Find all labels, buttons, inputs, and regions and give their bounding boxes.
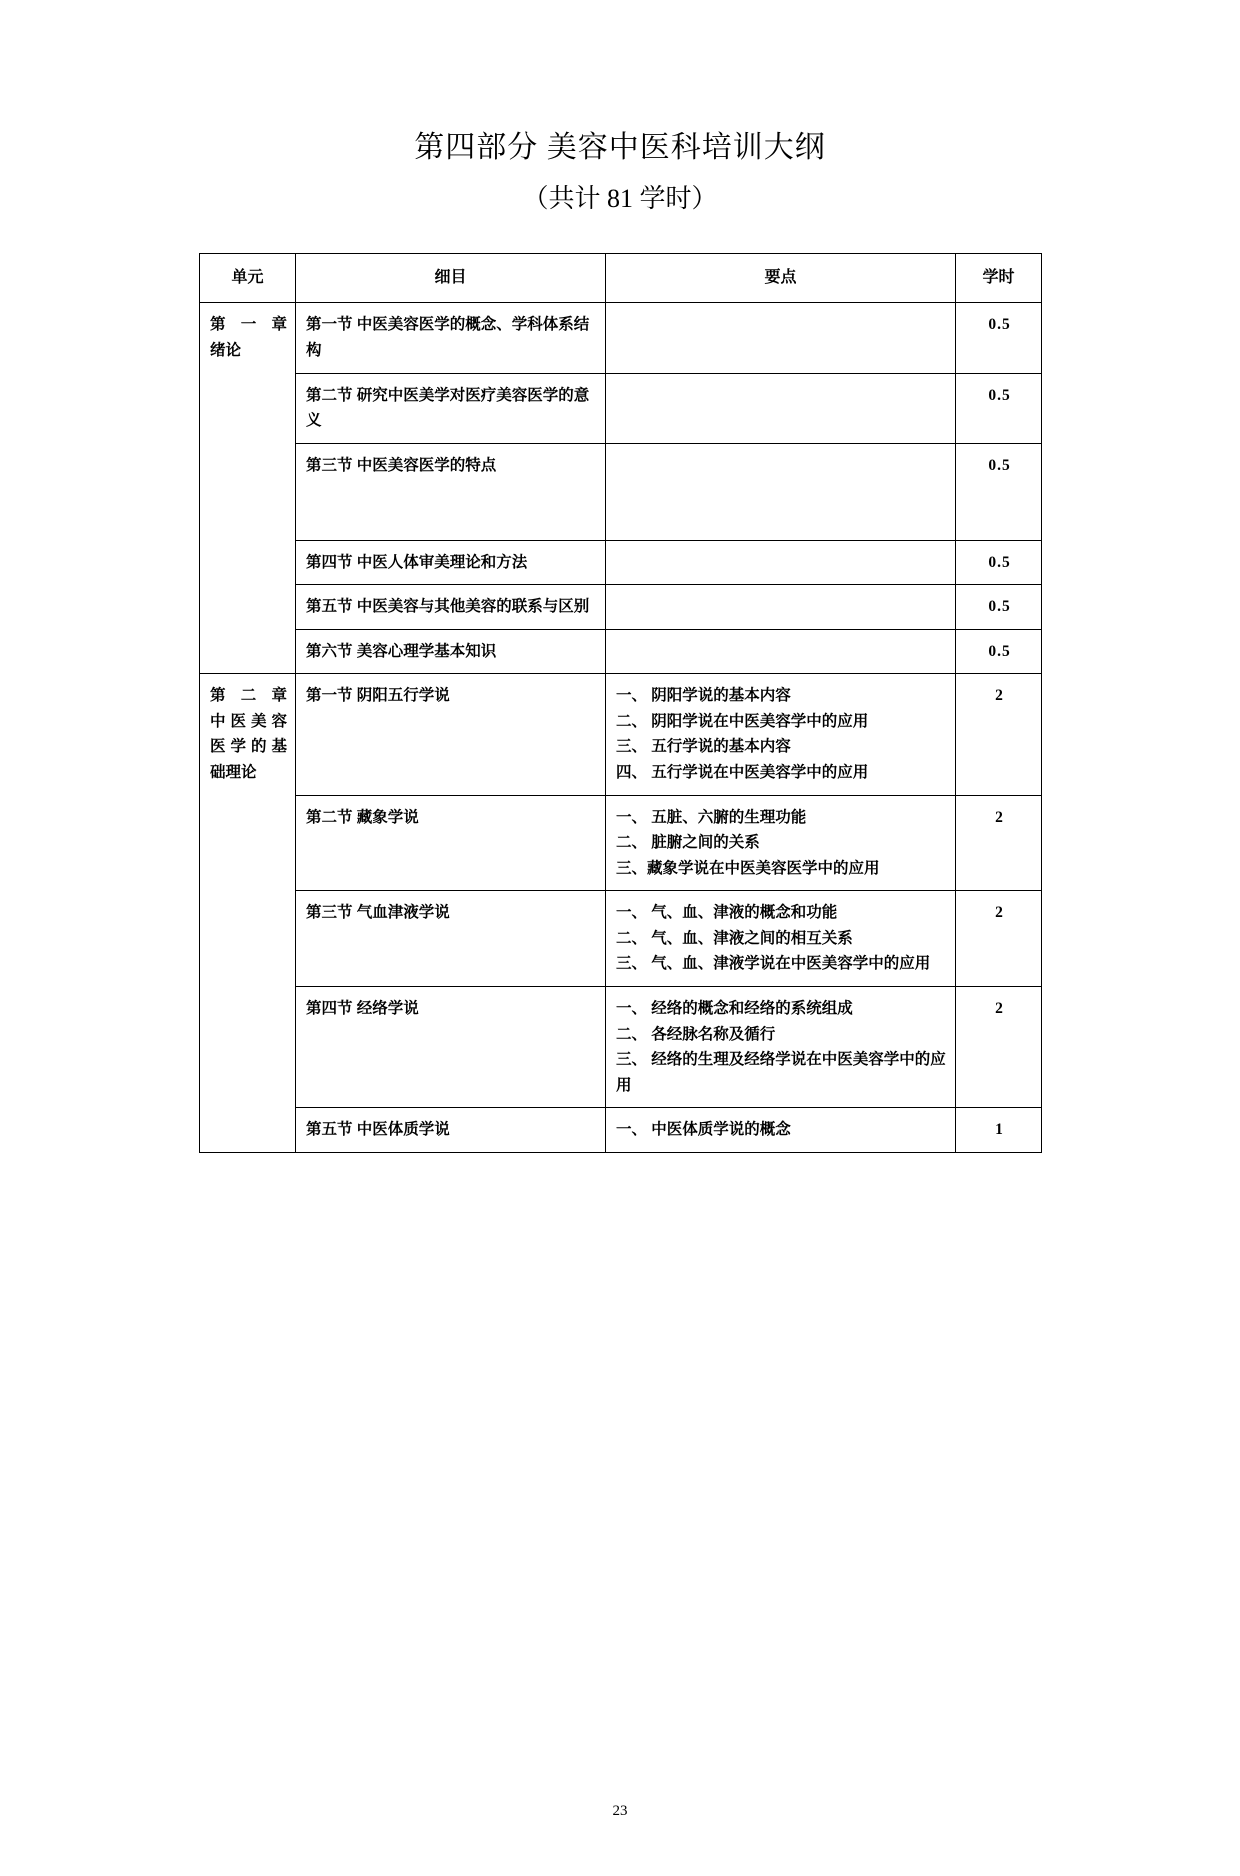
table-row bbox=[200, 1108, 1042, 1153]
item-cell: 第四节 中医人体审美理论和方法 bbox=[296, 540, 606, 585]
point-line: 四、 五行学说在中医美容学中的应用 bbox=[616, 764, 869, 782]
point-line: 一、 五脏、六腑的生理功能 bbox=[616, 808, 807, 826]
point-line: 一、 中医体质学说的概念 bbox=[616, 1121, 791, 1139]
points-cell bbox=[606, 443, 956, 540]
table-row bbox=[200, 443, 1042, 540]
hours-cell: 2 bbox=[956, 986, 1042, 1107]
points-cell bbox=[606, 373, 956, 443]
table-body bbox=[200, 303, 1042, 1152]
points-cell bbox=[606, 629, 956, 674]
point-line: 一、 气、血、津液的概念和功能 bbox=[616, 904, 838, 922]
unit-line: 础理论 bbox=[210, 764, 257, 782]
column-header-hours: 学时 bbox=[956, 254, 1042, 303]
table-row bbox=[200, 540, 1042, 585]
table-header bbox=[200, 254, 1042, 303]
outline-table-container bbox=[199, 253, 1041, 1153]
hours-cell: 1 bbox=[956, 1108, 1042, 1153]
item-cell: 第二节 藏象学说 bbox=[296, 795, 606, 891]
point-line: 三、藏象学说在中医美容医学中的应用 bbox=[616, 859, 880, 877]
point-line: 二、 脏腑之间的关系 bbox=[616, 834, 760, 852]
unit-cell bbox=[200, 303, 296, 674]
unit-line: 中医美容 bbox=[210, 712, 287, 730]
page-title: 第四部分 美容中医科培训大纲 bbox=[414, 131, 826, 164]
unit-cell bbox=[200, 674, 296, 1152]
table-row bbox=[200, 303, 1042, 373]
item-cell: 第三节 中医美容医学的特点 bbox=[296, 443, 606, 540]
item-cell: 第三节 气血津液学说 bbox=[296, 891, 606, 987]
column-header-unit: 单元 bbox=[200, 254, 296, 303]
point-line: 一、 阴阳学说的基本内容 bbox=[616, 687, 791, 705]
hours-cell: 0.5 bbox=[956, 303, 1042, 373]
points-cell bbox=[606, 1108, 956, 1153]
item-cell: 第六节 美容心理学基本知识 bbox=[296, 629, 606, 674]
table-row bbox=[200, 629, 1042, 674]
item-cell: 第二节 研究中医美学对医疗美容医学的意义 bbox=[296, 373, 606, 443]
points-cell bbox=[606, 891, 956, 987]
point-line: 二、 阴阳学说在中医美容学中的应用 bbox=[616, 712, 869, 730]
unit-line: 医学的基 bbox=[210, 738, 287, 756]
hours-cell: 2 bbox=[956, 674, 1042, 795]
hours-cell: 0.5 bbox=[956, 540, 1042, 585]
document-page bbox=[0, 122, 1240, 1876]
points-cell bbox=[606, 303, 956, 373]
unit-line: 第 二 章 bbox=[210, 687, 287, 705]
unit-line: 第 一 章 bbox=[210, 316, 287, 334]
item-cell: 第一节 中医美容医学的概念、学科体系结构 bbox=[296, 303, 606, 373]
hours-cell: 0.5 bbox=[956, 629, 1042, 674]
item-cell: 第五节 中医美容与其他美容的联系与区别 bbox=[296, 585, 606, 630]
table-row bbox=[200, 795, 1042, 891]
hours-cell: 0.5 bbox=[956, 443, 1042, 540]
hours-cell: 0.5 bbox=[956, 373, 1042, 443]
hours-cell: 2 bbox=[956, 891, 1042, 987]
page-number: 23 bbox=[612, 1803, 628, 1819]
training-outline-table bbox=[199, 253, 1042, 1153]
hours-cell: 2 bbox=[956, 795, 1042, 891]
points-cell bbox=[606, 795, 956, 891]
points-cell bbox=[606, 674, 956, 795]
table-row bbox=[200, 674, 1042, 795]
table-row bbox=[200, 373, 1042, 443]
point-line: 三、 经络的生理及经络学说在中医美容学中的应用 bbox=[616, 1051, 946, 1094]
table-header-row bbox=[200, 254, 1042, 303]
table-row bbox=[200, 585, 1042, 630]
points-cell bbox=[606, 540, 956, 585]
table-row bbox=[200, 891, 1042, 987]
point-line: 二、 各经脉名称及循行 bbox=[616, 1025, 776, 1043]
unit-line: 绪论 bbox=[210, 341, 242, 359]
column-header-item: 细目 bbox=[296, 254, 606, 303]
points-cell bbox=[606, 585, 956, 630]
item-cell: 第一节 阴阳五行学说 bbox=[296, 674, 606, 795]
point-line: 一、 经络的概念和经络的系统组成 bbox=[616, 999, 853, 1017]
column-header-points: 要点 bbox=[606, 254, 956, 303]
item-cell: 第四节 经络学说 bbox=[296, 986, 606, 1107]
page-subtitle: （共计 81 学时） bbox=[522, 184, 718, 213]
table-row bbox=[200, 986, 1042, 1107]
item-cell: 第五节 中医体质学说 bbox=[296, 1108, 606, 1153]
point-line: 三、 五行学说的基本内容 bbox=[616, 738, 791, 756]
point-line: 二、 气、血、津液之间的相互关系 bbox=[616, 929, 853, 947]
points-cell bbox=[606, 986, 956, 1107]
point-line: 三、 气、血、津液学说在中医美容学中的应用 bbox=[616, 955, 931, 973]
hours-cell: 0.5 bbox=[956, 585, 1042, 630]
